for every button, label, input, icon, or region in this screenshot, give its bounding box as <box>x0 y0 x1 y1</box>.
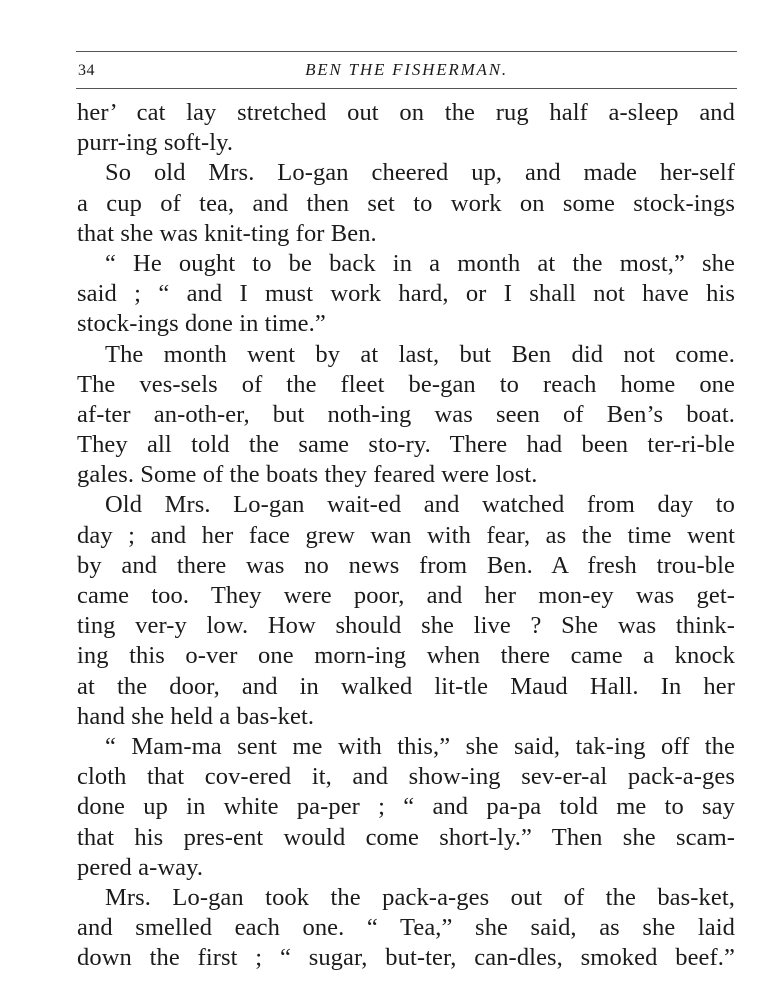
text-line: down the first ; “ sugar, but-ter, can-dles, smoked beef.” <box>77 944 735 972</box>
text-line: that she was knit-ting for Ben. <box>77 219 377 247</box>
page-number: 34 <box>78 62 95 79</box>
body-text <box>77 98 735 973</box>
text-line: day ; and her face grew wan with fear, as the time went <box>77 521 735 549</box>
text-line: came too. They were poor, and her mon-ey was get- <box>77 582 735 609</box>
text-line: ting ver-y low. How should she live ? She was think- <box>77 612 735 640</box>
text-line: “ He ought to be back in a month at the most,” she <box>105 249 735 277</box>
text-line: said ; “ and I must work hard, or I shall not have his <box>77 280 735 308</box>
text-line: The ves-sels of the fleet be-gan to reach home one <box>77 370 735 398</box>
running-header <box>76 58 737 84</box>
text-line: “ Mam-ma sent me with this,” she said, tak-ing off the <box>105 732 735 760</box>
text-line: cloth that cov-ered it, and show-ing sev-er-al pack-a-ges <box>77 763 735 791</box>
header-bottom-rule <box>76 88 737 89</box>
text-line: at the door, and in walked lit-tle Maud Hall. In her <box>77 672 735 700</box>
text-line: done up in white pa-per ; “ and pa-pa told me to say <box>77 793 735 821</box>
text-line: by and there was no news from Ben. A fresh trou-ble <box>77 551 735 579</box>
text-line: purr-ing soft-ly. <box>77 129 234 157</box>
text-line: stock-ings done in time.” <box>77 310 326 338</box>
text-line: and smelled each one. “ Tea,” she said, as she laid <box>77 914 735 942</box>
text-line: a cup of tea, and then set to work on some stock-ings <box>77 189 735 217</box>
text-line: her’ cat lay stretched out on the rug half a-sleep and <box>77 99 735 126</box>
text-line: ing this o-ver one morn-ing when there came a knock <box>77 642 735 670</box>
header-top-rule <box>76 51 737 52</box>
running-title: BEN THE FISHERMAN. <box>305 60 508 79</box>
text-line: that his pres-ent would come short-ly.” Then she scam- <box>77 823 735 851</box>
text-line: hand she held a bas-ket. <box>77 702 315 730</box>
text-line: gales. Some of the boats they feared were lost. <box>77 461 538 489</box>
text-line: The month went by at last, but Ben did not come. <box>105 340 735 368</box>
text-line: They all told the same sto-ry. There had been ter-ri-ble <box>77 431 735 459</box>
text-line: pered a-way. <box>77 853 204 881</box>
text-line: So old Mrs. Lo-gan cheered up, and made her-self <box>105 159 735 187</box>
text-line: af-ter an-oth-er, but noth-ing was seen of Ben’s boat. <box>77 400 735 428</box>
text-line: Old Mrs. Lo-gan wait-ed and watched from day to <box>105 491 735 519</box>
text-line: Mrs. Lo-gan took the pack-a-ges out of the bas-ket, <box>105 883 735 911</box>
